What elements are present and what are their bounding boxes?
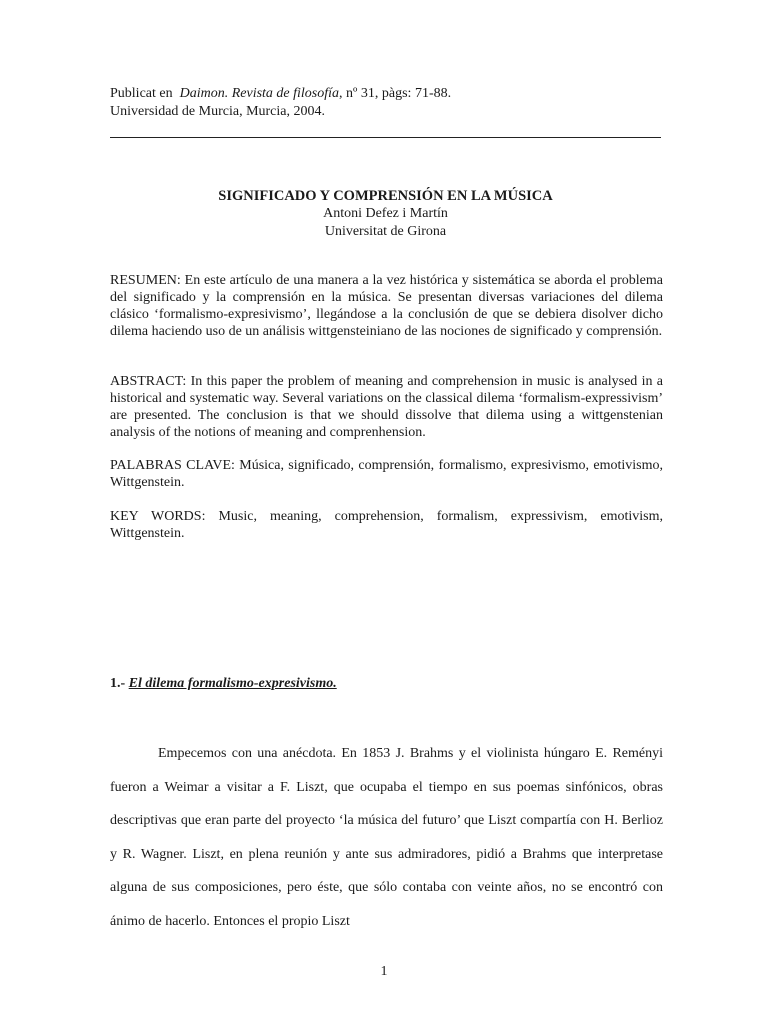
section-number: 1.-: [110, 676, 129, 691]
palabras-clave-paragraph: PALABRAS CLAVE: Música, significado, comprensión, formalismo, expresivismo, emotivismo, Wittgenstein.: [110, 458, 663, 490]
body-paragraph: Empecemos con una anécdota. En 1853 J. Brahms y el violinista húngaro E. Reményi fueron a Weimar a visitar a F. Liszt, que ocupaba el tiempo en sus poemas sinfónicos, obras descriptivas que eran parte del proyecto ‘la música del futuro’ que Liszt compartía con H. Berlioz y R. Wagner. Liszt, en plena reunión y ante sus admiradores, pidió a Brahms que interpretase alguna de sus composiciones, pero éste, que sólo contaba con veinte años, no se encontró con ánimo de hacerlo. Entonces el propio Liszt: [110, 746, 663, 929]
title-block: [110, 187, 661, 241]
publisher-line: Universidad de Murcia, Murcia, 2004.: [110, 104, 325, 119]
author-name: Antoni Defez i Martín: [323, 206, 448, 221]
publication-details: , nº 31, pàgs: 71-88.: [339, 86, 452, 101]
author-affiliation: Universitat de Girona: [324, 224, 447, 239]
section-heading: [110, 676, 337, 692]
publication-line: [110, 85, 670, 103]
page-number: 1: [380, 964, 388, 979]
section-title: El dilema formalismo-expresivismo.: [128, 676, 337, 691]
article-title: SIGNIFICADO Y COMPRENSIÓN EN LA MÚSICA: [218, 188, 553, 204]
publication-prefix: Publicat en: [110, 86, 173, 101]
resumen-paragraph: RESUMEN: En este artículo de una manera a la vez histórica y sistemática se aborda el problema del significado y la comprensión en la música. Se presentan diversas variaciones del dilema clásico ‘formalismo-expresivismo’, llegándose a la conclusión de que se debiera disolver dicho dilema haciendo uso de un análisis wittgensteiniano de las nociones de significado y comprensión.: [110, 273, 663, 339]
abstract-paragraph: ABSTRACT: In this paper the problem of meaning and comprehension in music is analysed in a historical and systematic way. Several variations on the classical dilema ‘formalism-expressivism’ are presented. The conclusion is that we should dissolve that dilema using a wittgenstenian analysis of the notions of meaning and comprenhension.: [110, 374, 663, 440]
publication-header: [110, 85, 670, 121]
journal-name: Daimon. Revista de filosofía: [179, 86, 340, 101]
key-words-paragraph: KEY WORDS: Music, meaning, comprehension, formalism, expressivism, emotivism, Wittgenstein.: [110, 509, 663, 541]
header-divider: [110, 137, 661, 138]
